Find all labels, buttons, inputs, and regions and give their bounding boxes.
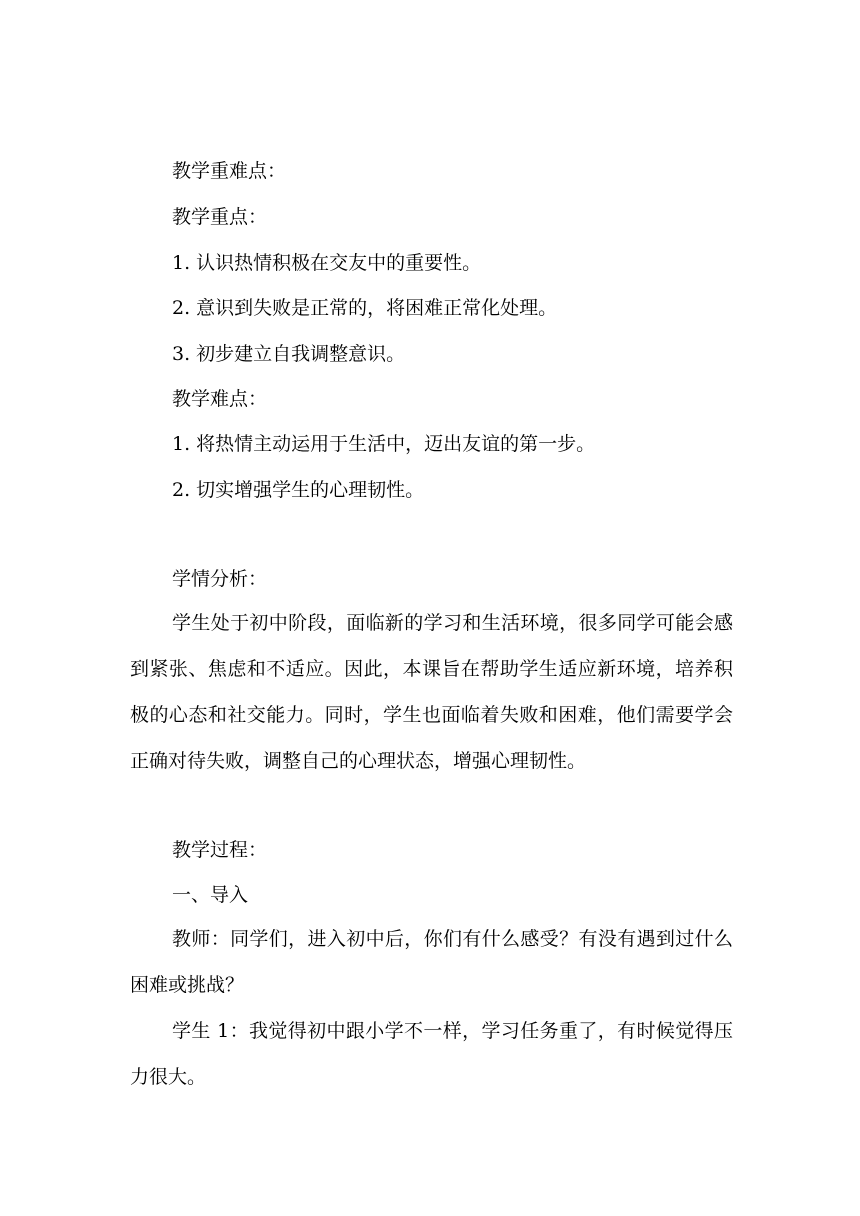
analysis-heading: 学情分析：	[172, 568, 268, 590]
teacher-line: 教师：同学们，进入初中后，你们有什么感受？有没有遇到过什么困难或挑战？	[130, 928, 733, 996]
key-point-item: 2. 意识到失败是正常的，将困难正常化处理。	[172, 297, 558, 319]
key-points-heading: 教学重点：	[172, 206, 268, 228]
key-point-item: 1. 认识热情积极在交友中的重要性。	[172, 252, 482, 274]
step1-heading: 一、导入	[172, 884, 249, 906]
difficult-points-heading: 教学难点：	[172, 388, 268, 410]
difficult-point-item: 1. 将热情主动运用于生活中，迈出友谊的第一步。	[172, 433, 596, 455]
difficult-point-item: 2. 切实增强学生的心理韧性。	[172, 479, 425, 501]
process-heading: 教学过程：	[172, 839, 268, 861]
student-line: 学生 1：我觉得初中跟小学不一样，学习任务重了，有时候觉得压力很大。	[130, 1020, 733, 1088]
analysis-paragraph: 学生处于初中阶段，面临新的学习和生活环境，很多同学可能会感到紧张、焦虑和不适应。因此，本课旨在帮助学生适应新环境，培养积极的心态和社交能力。同时，学生也面临着失败和困难，他们需要学会正确对待失败，调整自己的心理状态，增强心理韧性。	[130, 612, 733, 772]
key-point-item: 3. 初步建立自我调整意识。	[172, 343, 406, 365]
focus-heading: 教学重难点：	[172, 160, 287, 182]
